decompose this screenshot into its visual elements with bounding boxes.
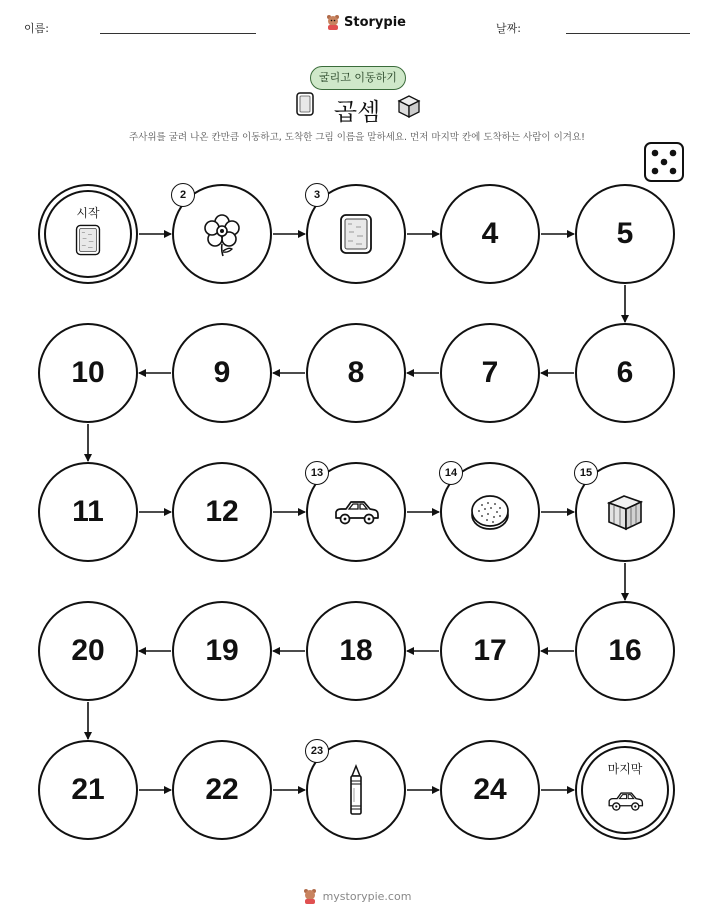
board-space-17 xyxy=(440,601,540,701)
board-space-3 xyxy=(306,184,406,284)
board-space-5 xyxy=(575,184,675,284)
board-space-11 xyxy=(38,462,138,562)
board-space-6 xyxy=(575,323,675,423)
space-number-badge: 3 xyxy=(305,183,329,207)
board-space-18 xyxy=(306,601,406,701)
footer-bear-icon xyxy=(303,888,317,904)
space-number: 16 xyxy=(608,634,642,667)
flower-icon xyxy=(199,211,245,257)
finish-space xyxy=(575,740,675,840)
board-space-20 xyxy=(38,601,138,701)
name-label: 이름: xyxy=(24,22,49,35)
space-number-badge: 2 xyxy=(171,183,195,207)
space-number: 24 xyxy=(473,773,507,806)
game-tag: 굴리고 이동하기 xyxy=(310,66,406,90)
car-icon xyxy=(606,789,644,817)
bread-icon xyxy=(339,213,373,255)
date-label: 날짜: xyxy=(496,22,521,35)
car-icon xyxy=(332,497,380,527)
bread-icon xyxy=(75,222,101,262)
space-number: 18 xyxy=(339,634,373,667)
board-space-8 xyxy=(306,323,406,423)
space-number: 8 xyxy=(347,356,365,389)
space-number: 20 xyxy=(71,634,105,667)
board-space-13 xyxy=(306,462,406,562)
space-number: 17 xyxy=(473,634,507,667)
space-number: 6 xyxy=(616,356,634,389)
space-number: 4 xyxy=(481,217,499,250)
footer xyxy=(0,888,714,904)
brand-name: Storypie xyxy=(344,14,406,30)
board-space-15 xyxy=(575,462,675,562)
board-space-9 xyxy=(172,323,272,423)
board-space-12 xyxy=(172,462,272,562)
instructions: 주사위를 굴려 나온 칸만큼 이동하고, 도착한 그림 이름을 말하세요. 먼저 마지막 칸에 도착하는 사람이 이겨요! xyxy=(129,132,585,143)
start-label: 시작 xyxy=(76,206,100,220)
space-number: 7 xyxy=(481,356,499,389)
page-title: 곱셈 xyxy=(333,98,381,126)
footer-url[interactable]: mystorypie.com xyxy=(322,889,412,903)
board-space-10 xyxy=(38,323,138,423)
space-number-badge: 15 xyxy=(574,461,598,485)
space-number-badge: 14 xyxy=(439,461,463,485)
space-number-badge: 23 xyxy=(305,739,329,763)
space-number: 19 xyxy=(205,634,239,667)
cookie-icon xyxy=(469,491,511,533)
board-space-2 xyxy=(172,184,272,284)
space-number: 11 xyxy=(72,495,104,528)
board-space-16 xyxy=(575,601,675,701)
board-space-14 xyxy=(440,462,540,562)
board-space-24 xyxy=(440,740,540,840)
board-space-21 xyxy=(38,740,138,840)
board-space-19 xyxy=(172,601,272,701)
space-number: 10 xyxy=(71,356,105,389)
space-number: 5 xyxy=(616,217,634,250)
board-space-22 xyxy=(172,740,272,840)
space-number: 12 xyxy=(205,495,239,528)
finish-label: 마지막 xyxy=(607,762,643,776)
board-space-7 xyxy=(440,323,540,423)
crayon-icon xyxy=(346,764,366,816)
board-space-23 xyxy=(306,740,406,840)
box-icon xyxy=(604,491,646,533)
space-number: 22 xyxy=(205,773,239,806)
space-number-badge: 13 xyxy=(305,461,329,485)
start-space xyxy=(38,184,138,284)
board-space-4 xyxy=(440,184,540,284)
space-number: 21 xyxy=(71,773,105,806)
space-number: 9 xyxy=(213,356,231,389)
